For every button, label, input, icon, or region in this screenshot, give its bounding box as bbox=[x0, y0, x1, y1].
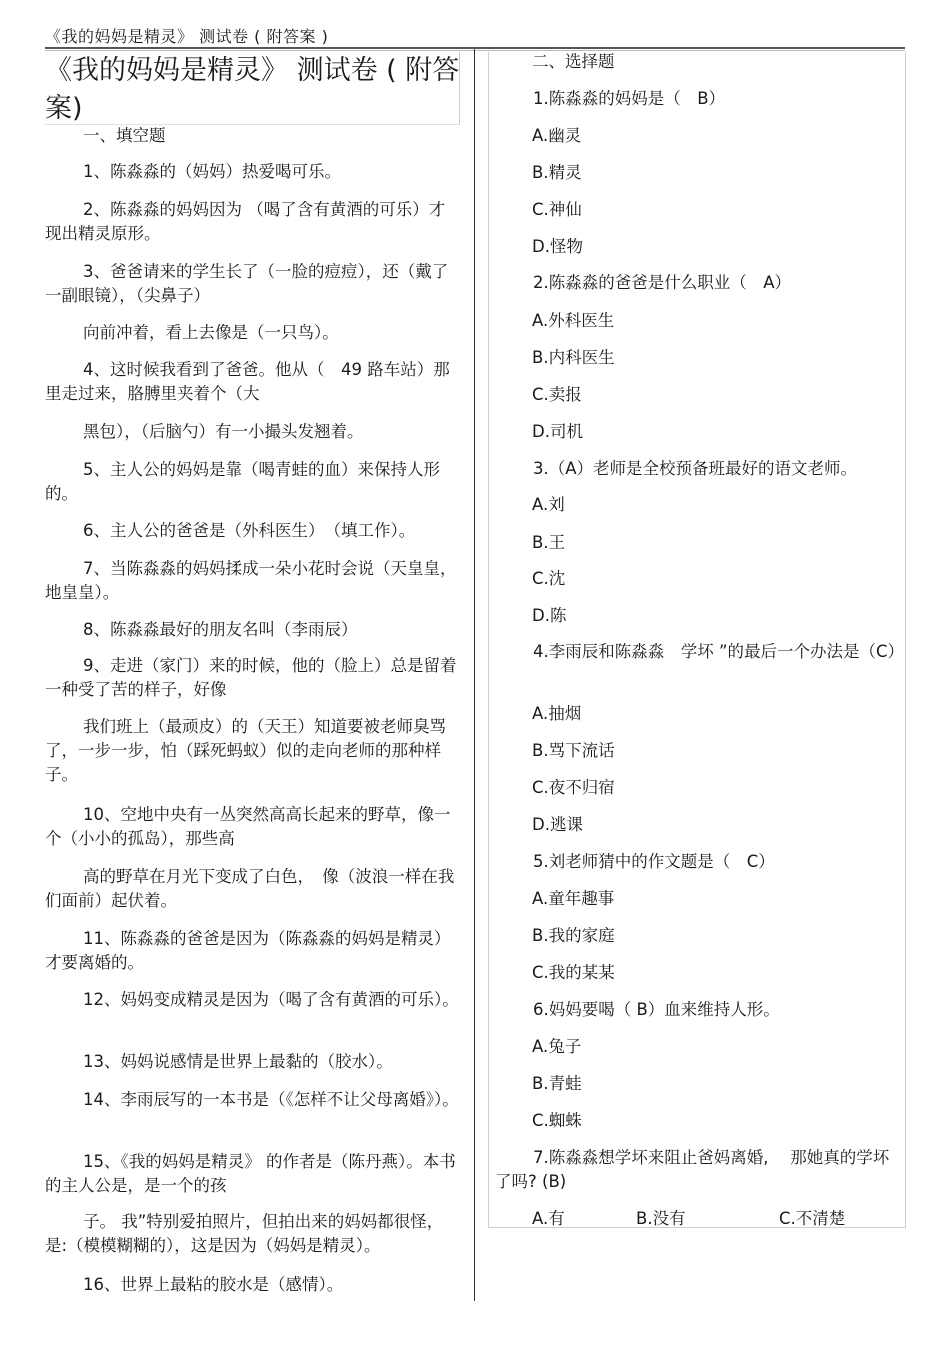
answer-option: A.幽灵 bbox=[532, 126, 582, 145]
fill-blank-item: 15、《我的妈妈是精灵》 的作者是（陈丹燕）。本书的主人公是，是一个的孩 bbox=[45, 1152, 456, 1195]
answer-option: A.抽烟 bbox=[532, 704, 582, 723]
question-stem: 5.刘老师猜中的作文题是（ C） bbox=[533, 852, 775, 871]
answer-option: C.夜不归宿 bbox=[532, 778, 615, 797]
fill-blank-item: 子。 我”特别爱拍照片，但拍出来的妈妈都很怪，是:（模模糊糊的），这是因为（妈妈是精灵）。 bbox=[45, 1212, 444, 1255]
fill-blank-item: 向前冲着，看上去像是（一只鸟）。 bbox=[83, 323, 339, 342]
answer-option: C.我的某某 bbox=[532, 963, 615, 982]
answer-option: C.不清楚 bbox=[779, 1209, 846, 1228]
answer-option: B.没有 bbox=[636, 1209, 686, 1228]
answer-option: C.沈 bbox=[532, 569, 566, 588]
answer-option: D.陈 bbox=[532, 606, 567, 625]
answer-option: C.卖报 bbox=[532, 385, 582, 404]
running-header: 《我的妈妈是精灵》 测试卷 ( 附答案 ) bbox=[45, 27, 329, 46]
fill-blank-item: 黑包），（后脑勺）有一小撮头发翘着。 bbox=[83, 422, 364, 441]
answer-option: B.我的家庭 bbox=[532, 926, 615, 945]
answer-option: B.内科医生 bbox=[532, 348, 615, 367]
answer-option: C.神仙 bbox=[532, 200, 582, 219]
fill-blank-item: 1、陈淼淼的（妈妈）热爱喝可乐。 bbox=[83, 162, 341, 181]
page-title: 《我的妈妈是精灵》 测试卷 ( 附答案) bbox=[45, 55, 460, 124]
question-stem: 6.妈妈要喝（ B）血来维持人形。 bbox=[533, 1000, 780, 1019]
answer-option: A.外科医生 bbox=[532, 311, 615, 330]
header-rule bbox=[45, 47, 905, 49]
column-divider bbox=[474, 49, 475, 1301]
question-stem: 1.陈淼淼的妈妈是（ B） bbox=[533, 89, 726, 108]
fill-blank-item: 高的野草在月光下变成了白色， 像（波浪一样在我们面前）起伏着。 bbox=[45, 867, 455, 910]
answer-option: A.刘 bbox=[532, 495, 565, 514]
fill-blank-item: 14、李雨辰写的一本书是（《怎样不让父母离婚》）。 bbox=[83, 1090, 459, 1109]
answer-option: B.王 bbox=[532, 533, 566, 552]
answer-option: C.蜘蛛 bbox=[532, 1111, 582, 1130]
fill-blank-item: 12、妈妈变成精灵是因为（喝了含有黄酒的可乐）。 bbox=[83, 990, 459, 1009]
fill-blank-item: 8、陈淼淼最好的朋友名叫（李雨辰） bbox=[83, 620, 358, 639]
fill-blank-item: 9、走进（家门）来的时候，他的（脸上）总是留着一种受了苦的样子，好像 bbox=[45, 656, 457, 699]
choice-heading: 二、选择题 bbox=[532, 52, 615, 71]
answer-option: B.骂下流话 bbox=[532, 741, 615, 760]
fill-blank-item: 3、爸爸请来的学生长了（一脸的痘痘），还（戴了一副眼镜），（尖鼻子） bbox=[45, 262, 449, 305]
fill-blank-item: 7、当陈淼淼的妈妈揉成一朵小花时会说（天皇皇，地皇皇）。 bbox=[45, 559, 457, 602]
answer-option: D.司机 bbox=[532, 422, 583, 441]
fill-blank-item: 16、世界上最粘的胶水是（感情）。 bbox=[83, 1275, 344, 1294]
question-stem: 3.（A）老师是全校预备班最好的语文老师。 bbox=[533, 459, 858, 478]
question-stem: 2.陈淼淼的爸爸是什么职业（ A） bbox=[533, 273, 792, 292]
fill-blank-item: 4、这时候我看到了爸爸。他从（ 49 路车站）那里走过来，胳膊里夹着个（大 bbox=[45, 360, 450, 403]
answer-option: D.逃课 bbox=[532, 815, 583, 834]
fill-blank-item: 10、空地中央有一丛突然高高长起来的野草，像一个（小小的孤岛），那些高 bbox=[45, 805, 451, 848]
answer-option: A.兔子 bbox=[532, 1037, 582, 1056]
question-stem: 7.陈淼淼想学坏来阻止爸妈离婚, 那她真的学坏了吗? (B) bbox=[495, 1148, 890, 1191]
fill-blank-item: 2、陈淼淼的妈妈因为 （喝了含有黄酒的可乐）才现出精灵原形。 bbox=[45, 200, 446, 243]
fill-blank-item: 5、主人公的妈妈是靠（喝青蛙的血）来保持人形的。 bbox=[45, 460, 440, 503]
fill-blank-heading: 一、填空题 bbox=[83, 126, 166, 145]
answer-option: B.精灵 bbox=[532, 163, 582, 182]
question-stem: 4.李雨辰和陈淼淼 学坏 ”的最后一个办法是（C） bbox=[533, 642, 905, 661]
fill-blank-item: 我们班上（最顽皮）的（天王）知道要被老师臭骂了，一步一步，怕（踩死蚂蚁）似的走向老师的那种样子。 bbox=[45, 717, 446, 784]
answer-option: B.青蛙 bbox=[532, 1074, 582, 1093]
answer-option: D.怪物 bbox=[532, 237, 583, 256]
fill-blank-item: 11、陈淼淼的爸爸是因为（陈淼淼的妈妈是精灵）才要离婚的。 bbox=[45, 929, 451, 972]
fill-blank-item: 13、妈妈说感情是世界上最黏的（胶水）。 bbox=[83, 1052, 393, 1071]
answer-option: A.有 bbox=[532, 1209, 565, 1228]
fill-blank-item: 6、主人公的爸爸是（外科医生） （填工作）。 bbox=[83, 521, 416, 540]
answer-option: A.童年趣事 bbox=[532, 889, 615, 908]
